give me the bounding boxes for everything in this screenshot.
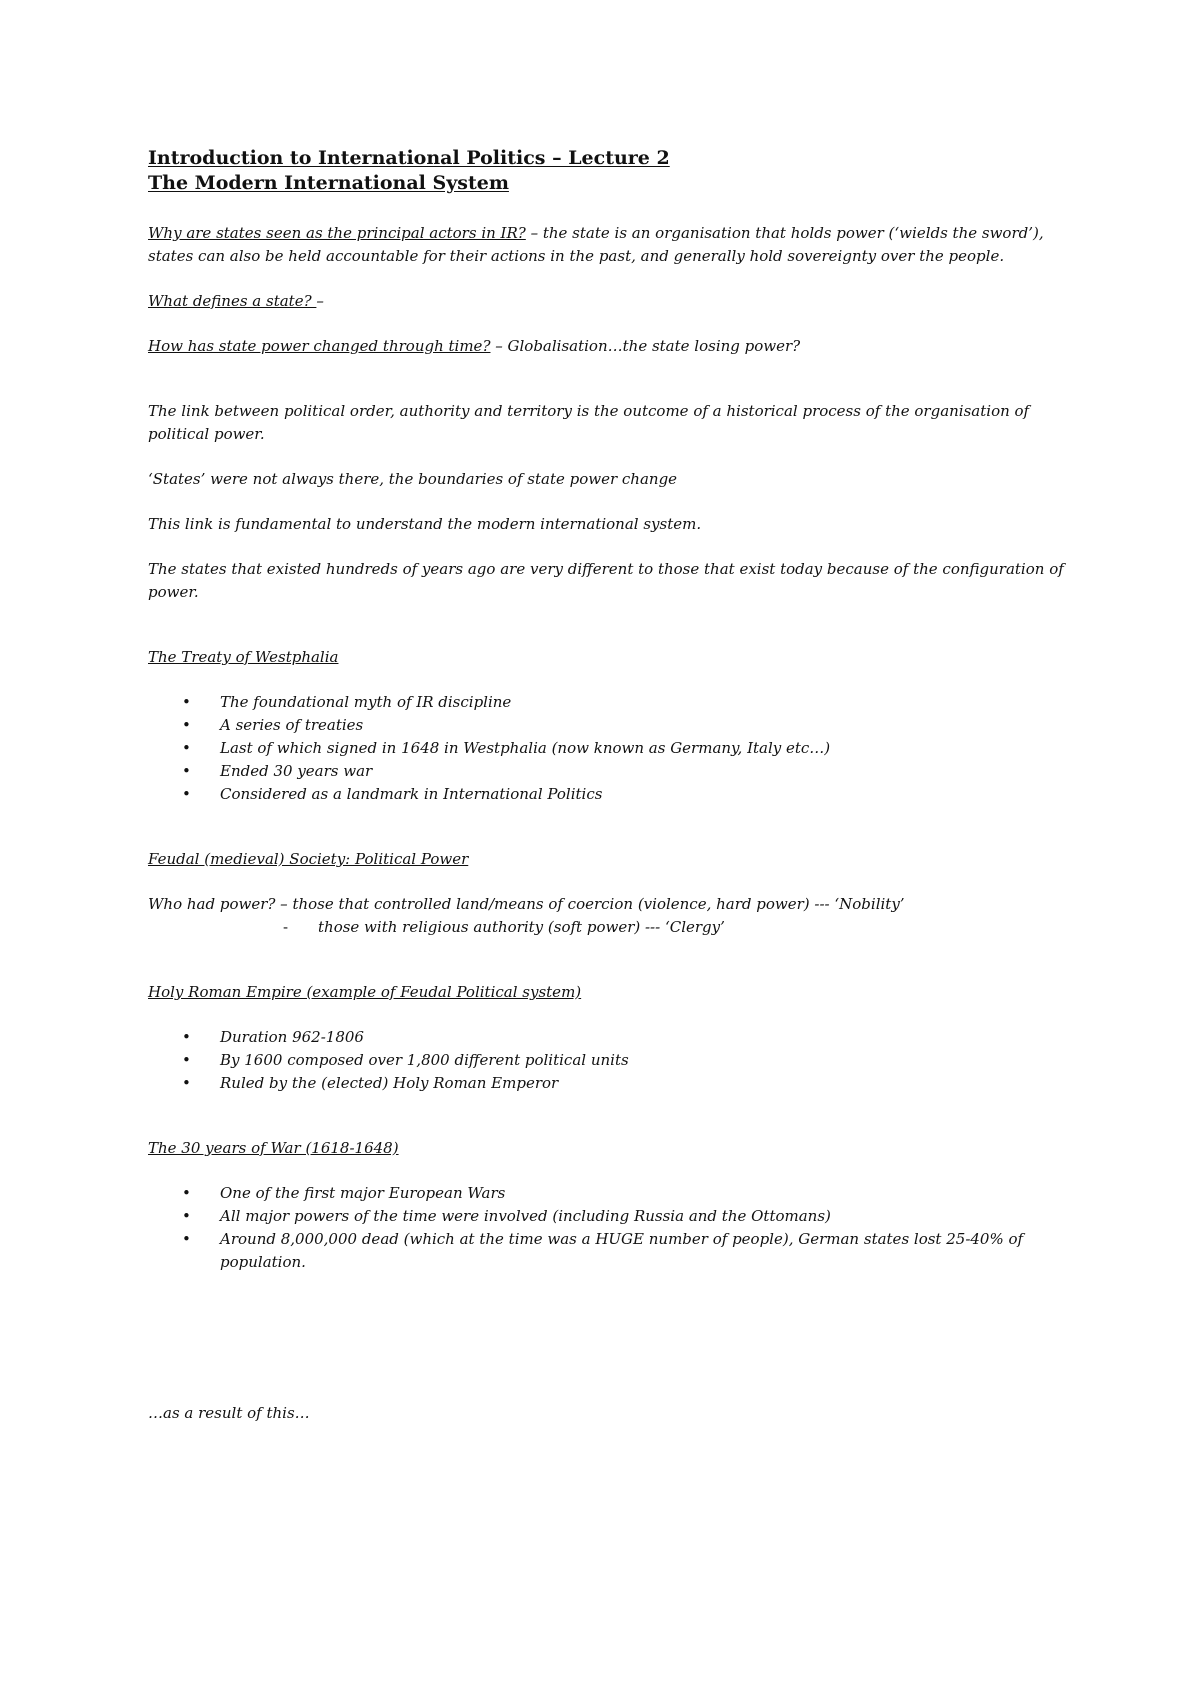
section-heading-war: The 30 years of War (1618-1648) [148,1139,399,1157]
question-answer: – Globalisation…the state losing power? [490,337,801,355]
question-define-state [148,290,1068,313]
feudal-clergy-text: those with religious authority (soft power) --- ‘Clergy’ [318,918,725,936]
paragraph: ‘States’ were not always there, the boundaries of state power change [148,470,678,488]
question-principal-actors [148,222,1068,268]
list-item: • A series of treaties [220,714,1068,737]
document-subtitle: The Modern International System [148,172,509,194]
list-item: • Considered as a landmark in International Politics [220,783,1068,806]
question-heading: How has state power changed through time? [148,337,491,355]
question-answer: – the state is an organisation that holds power (‘wields the sword’), states can also be held accountable for their actions in the past, and generally hold sovereignty over the people. [148,224,1044,265]
feudal-clergy-line [148,916,1068,939]
list-item: • Around 8,000,000 dead (which at the time was a HUGE number of people), German states lost 25-40% of population. [220,1228,1068,1274]
list-item: • The foundational myth of IR discipline [220,691,1068,714]
document-title: Introduction to International Politics – Lecture 2 [148,147,670,169]
question-state-power [148,335,1068,358]
list-item: • All major powers of the time were involved (including Russia and the Ottomans) [220,1205,1068,1228]
dash-marker: - [283,918,289,936]
westphalia-list [148,691,1068,806]
paragraph: The link between political order, authority and territory is the outcome of a historical process of the organisation of political power. [148,402,1030,443]
hre-list [148,1026,1068,1095]
list-item: • Ended 30 years war [220,760,1068,783]
paragraph: This link is fundamental to understand the modern international system. [148,515,702,533]
document-body [148,146,1068,1425]
section-heading-feudal: Feudal (medieval) Society: Political Power [148,850,469,868]
feudal-power-line: Who had power? – those that controlled land/means of coercion (violence, hard power) --- ‘Nobility’ [148,895,905,913]
paragraph: The states that existed hundreds of years ago are very different to those that exist today because of the configuration of power. [148,560,1064,601]
question-heading: What defines a state? [148,292,317,310]
closing-line: …as a result of this… [148,1404,310,1422]
list-item: • Duration 962-1806 [220,1026,1068,1049]
list-item: • Last of which signed in 1648 in Westphalia (now known as Germany, Italy etc…) [220,737,1068,760]
list-item: • One of the first major European Wars [220,1182,1068,1205]
list-item: • Ruled by the (elected) Holy Roman Emperor [220,1072,1068,1095]
question-heading: Why are states seen as the principal actors in IR? [148,224,526,242]
question-answer: – [316,292,324,310]
section-heading-westphalia: The Treaty of Westphalia [148,648,339,666]
list-item: • By 1600 composed over 1,800 different political units [220,1049,1068,1072]
section-heading-hre: Holy Roman Empire (example of Feudal Political system) [148,983,582,1001]
war-list [148,1182,1068,1274]
